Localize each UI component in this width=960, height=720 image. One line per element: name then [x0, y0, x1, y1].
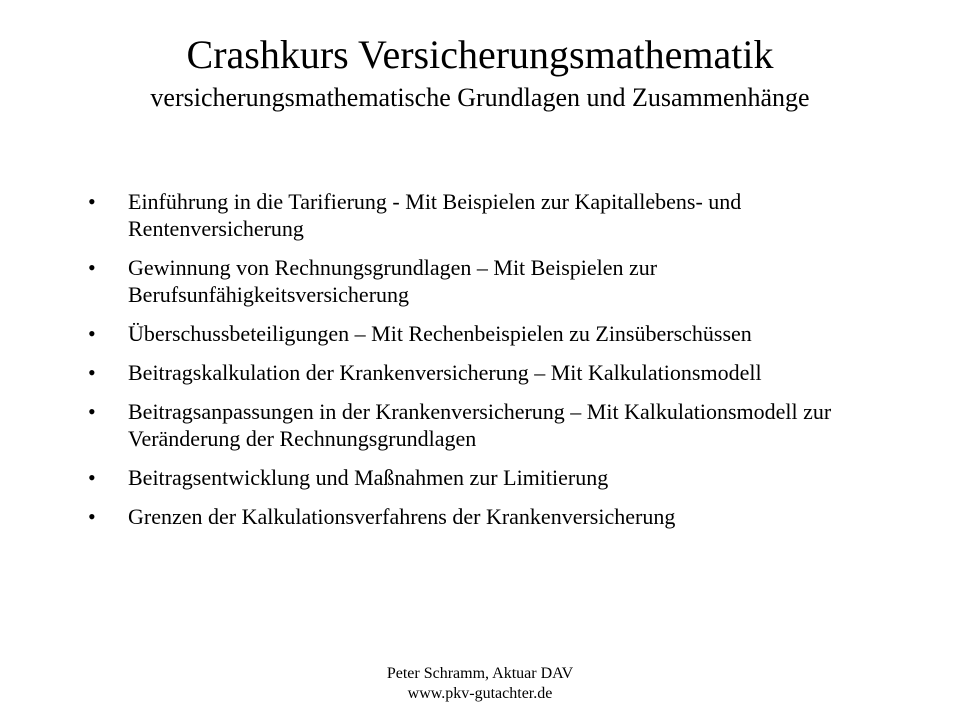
slide-title: Crashkurs Versicherungsmathematik: [186, 32, 774, 77]
bullet-icon: •: [88, 189, 96, 214]
footer-author: Peter Schramm, Aktuar DAV: [386, 665, 574, 682]
bullet-item: [84, 464, 904, 491]
bullet-text: Beitragskalkulation der Krankenversicherung – Mit Kalkulationsmodell: [128, 360, 762, 385]
bullet-text: Einführung in die Tarifierung - Mit Beispielen zur Kapitallebens- und Rentenversicherung: [128, 189, 742, 241]
bullet-list: [84, 188, 904, 542]
bullet-item: [84, 398, 904, 452]
bullet-icon: •: [88, 360, 96, 385]
bullet-icon: •: [88, 255, 96, 280]
bullet-item: [84, 188, 904, 242]
bullet-text: Beitragsentwicklung und Maßnahmen zur Limitierung: [128, 465, 609, 490]
bullet-icon: •: [88, 504, 96, 529]
bullet-item: [84, 320, 904, 347]
footer-website: www.pkv-gutachter.de: [407, 685, 553, 702]
bullet-text: Grenzen der Kalkulationsverfahrens der Krankenversicherung: [128, 504, 676, 529]
bullet-icon: •: [88, 399, 96, 424]
bullet-item: [84, 359, 904, 386]
bullet-item: [84, 254, 904, 308]
slide-subtitle: versicherungsmathematische Grundlagen und Zusammenhänge: [150, 83, 810, 112]
bullet-text: Beitragsanpassungen in der Krankenversicherung – Mit Kalkulationsmodell zur Veränderung der Rechnungsgrundlagen: [128, 399, 832, 451]
bullet-text: Gewinnung von Rechnungsgrundlagen – Mit Beispielen zur Berufsunfähigkeitsversicherung: [128, 255, 658, 307]
title-block: [0, 32, 960, 114]
bullet-icon: •: [88, 465, 96, 490]
footer: [0, 664, 960, 704]
bullet-text: Überschussbeteiligungen – Mit Rechenbeispielen zu Zinsüberschüssen: [128, 321, 752, 346]
bullet-item: [84, 503, 904, 530]
bullet-icon: •: [88, 321, 96, 346]
